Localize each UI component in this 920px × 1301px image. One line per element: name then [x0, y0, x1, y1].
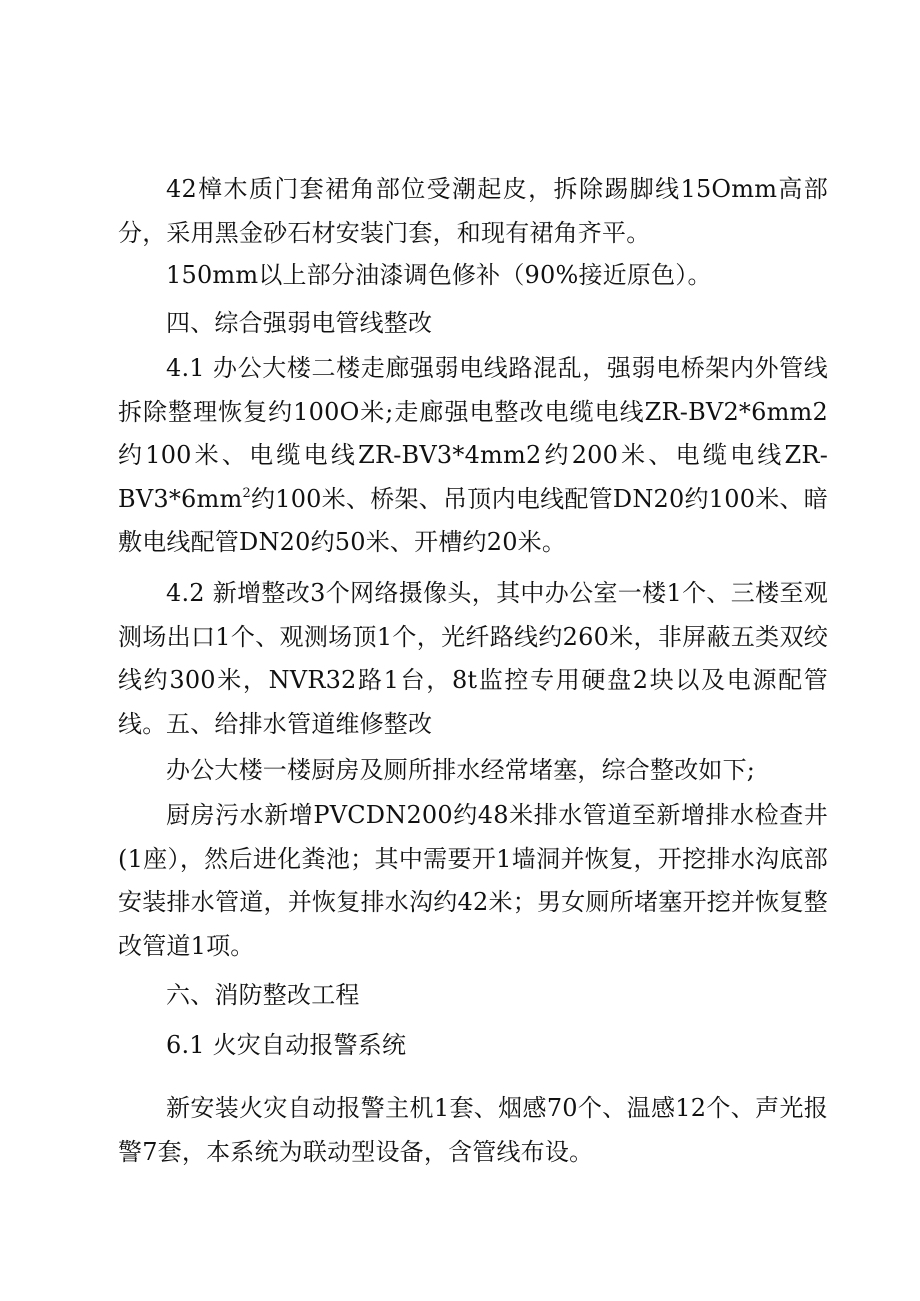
superscript: 2	[242, 485, 251, 501]
heading-text: 六、消防整改工程	[166, 981, 360, 1009]
paragraph-text: 150mm以上部分油漆调色修补（90%接近原色）。	[166, 261, 712, 289]
paragraph-text: 办公大楼一楼厨房及厕所排水经常堵塞，综合整改如下;	[166, 756, 756, 784]
paragraph-paint-repair	[118, 254, 828, 298]
section-heading-fire	[118, 974, 828, 1018]
paragraph-door-frame	[118, 168, 828, 255]
paragraph-text: 新安装火灾自动报警主机1套、烟感70个、温感12个、声光报警7套，本系统为联动型设备，含管线布设。	[118, 1094, 828, 1166]
paragraph-text: 4.1 办公大楼二楼走廊强弱电线路混乱，强弱电桥架内外管线拆除整理恢复约100O米;走廊强电整改电缆电线ZR-BV2*6mm2约100米、电缆电线ZR-BV3*4mm2约200米、电缆电线ZR-BV3*6mm	[118, 354, 828, 513]
heading-text: 五、给排水管道维修整改	[166, 710, 433, 738]
paragraph-text: 厨房污水新增PVCDN200约48米排水管道至新增排水检查井(1座），然后进化粪池；其中需要开1墙洞并恢复，开挖排水沟底部安装排水管道，并恢复排水沟约42米；男女厕所堵塞开挖并恢复整改管道1项。	[118, 801, 828, 960]
paragraph-plumbing-intro	[118, 749, 828, 793]
paragraph-text: 4.2 新增整改3个网络摄像头，其中办公室一楼1个、三楼至观测场出口1个、观测场顶1个，光纤路线约260米，非屏蔽五类双绞线约300米，NVR32路1台，8t监控专用硬盘2块以及电源配管线。	[118, 579, 828, 738]
section-heading-plumbing	[118, 703, 828, 747]
heading-text: 四、综合强弱电管线整改	[166, 309, 433, 337]
paragraph-text-continued: 约100米、桥架、吊顶内电线配管DN20约100米、暗敷电线配管DN20约50米、开槽约20米。	[118, 484, 828, 556]
subheading-fire-alarm	[118, 1024, 828, 1068]
paragraph-text: 42樟木质门套裙角部位受潮起皮，拆除踢脚线15Omm高部分，采用黑金砂石材安装门套，和现有裙角齐平。	[118, 175, 828, 247]
heading-text: 6.1 火灾自动报警系统	[166, 1031, 407, 1059]
paragraph-fire-alarm-detail	[118, 1087, 828, 1174]
paragraph-plumbing-detail	[118, 794, 828, 968]
paragraph-electrical-4-1	[118, 347, 828, 565]
section-heading-electrical	[118, 302, 828, 346]
